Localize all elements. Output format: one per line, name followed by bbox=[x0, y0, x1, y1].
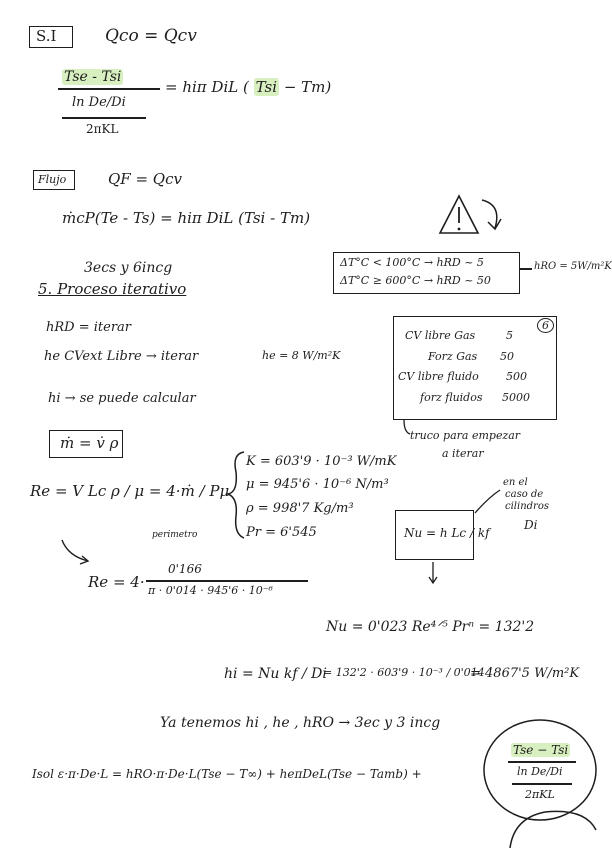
flujo-label: Flujo bbox=[38, 173, 67, 186]
table-row-value: 500 bbox=[506, 370, 527, 383]
he-value: he = 8 W/m²K bbox=[262, 349, 341, 362]
table-row-label: CV libre fluido bbox=[398, 370, 479, 383]
reynolds-definition: Re = V Lc ρ / μ = 4·ṁ / Pμ bbox=[30, 482, 230, 500]
prop-rho: ρ = 998'7 Kg/m³ bbox=[246, 501, 354, 516]
dt-line-2: ΔT°C ≥ 600°C → hRD ~ 50 bbox=[340, 274, 491, 287]
nusselt-definition: Nu = h Lc / kf bbox=[404, 526, 490, 540]
final-equation: Isol ε·π·De·L = hRO·π·De·L(Tse − T∞) + heπDeL(Tse − Tamb) + bbox=[32, 767, 422, 781]
summary-line: Ya tenemos hi , he , hRO → 3ec y 3 incg bbox=[160, 715, 441, 731]
reynolds-numerator: 0'166 bbox=[168, 562, 202, 576]
tip-line-1: truco para empezar bbox=[410, 429, 521, 442]
perimetro-label: perimetro bbox=[152, 530, 198, 540]
hi-equation-lhs: hi = Nu kf / Di bbox=[224, 666, 327, 682]
hi-equation-mid: = 132'2 · 603'9 · 10⁻³ / 0'014 bbox=[323, 666, 485, 679]
final-frac-bar-2 bbox=[512, 783, 572, 785]
table-index: 6 bbox=[537, 318, 554, 333]
cond-numerator: Tse - Tsi bbox=[64, 69, 122, 85]
energy-balance-equation: ṁcP(Te - Ts) = hiπ DiL (Tsi - Tm) bbox=[62, 209, 311, 227]
nu-note-4: Di bbox=[524, 518, 538, 532]
reynolds-denominator: π · 0'014 · 945'6 · 10⁻⁶ bbox=[148, 584, 273, 597]
final-frac-den-ln: ln De/Di bbox=[517, 765, 563, 778]
table-row-value: 5000 bbox=[502, 391, 530, 404]
hro-label: hRO = 5W/m²K bbox=[534, 261, 612, 272]
he-line: he CVext Libre → iterar bbox=[44, 349, 199, 364]
section-title-proceso: 5. Proceso iterativo bbox=[38, 280, 187, 298]
table-row-label: Forz Gas bbox=[428, 350, 478, 363]
cond-rhs: = hiπ DiL ( Tsi − Tm) bbox=[165, 78, 332, 96]
cond-den-ln: ln De/Di bbox=[72, 95, 126, 110]
reynolds-lhs: Re = 4· bbox=[88, 573, 145, 591]
table-row-value: 50 bbox=[500, 350, 514, 363]
hi-equation-result: = 4867'5 W/m²K bbox=[470, 666, 580, 681]
nu-note-2: caso de bbox=[505, 489, 544, 500]
hrd-line: hRD = iterar bbox=[46, 320, 131, 335]
balance-equation: Qco = Qcv bbox=[105, 26, 197, 46]
prop-pr: Pr = 6'545 bbox=[246, 525, 317, 540]
table-row-label: CV libre Gas bbox=[405, 329, 476, 342]
cond-den-2pikl: 2πKL bbox=[86, 122, 119, 136]
final-frac-bar bbox=[508, 761, 576, 763]
dt-line-1: ΔT°C < 100°C → hRD ~ 5 bbox=[340, 256, 484, 269]
nu-note-1: en el bbox=[503, 477, 528, 488]
prop-k: K = 603'9 · 10⁻³ W/mK bbox=[246, 454, 397, 469]
final-frac-den-2pikl: 2πKL bbox=[525, 788, 555, 801]
mdot-equation: ṁ = v̇ ρ bbox=[60, 434, 119, 452]
nusselt-correlation: Nu = 0'023 Re⁴ᐟ⁵ Prⁿ = 132'2 bbox=[326, 619, 535, 635]
hi-line: hi → se puede calcular bbox=[48, 391, 196, 406]
final-frac-numerator: Tse − Tsi bbox=[513, 743, 569, 757]
equation-count: 3ecs y 6incg bbox=[84, 260, 173, 276]
nu-note-3: cilindros bbox=[505, 501, 549, 512]
flujo-equation: QF = Qcv bbox=[108, 170, 182, 188]
tip-line-2: a iterar bbox=[442, 447, 484, 460]
prop-mu: μ = 945'6 · 10⁻⁶ N/m³ bbox=[246, 477, 389, 492]
table-row-label: forz fluidos bbox=[420, 391, 483, 404]
table-row-value: 5 bbox=[506, 329, 513, 342]
section-label: S.I bbox=[36, 27, 57, 45]
